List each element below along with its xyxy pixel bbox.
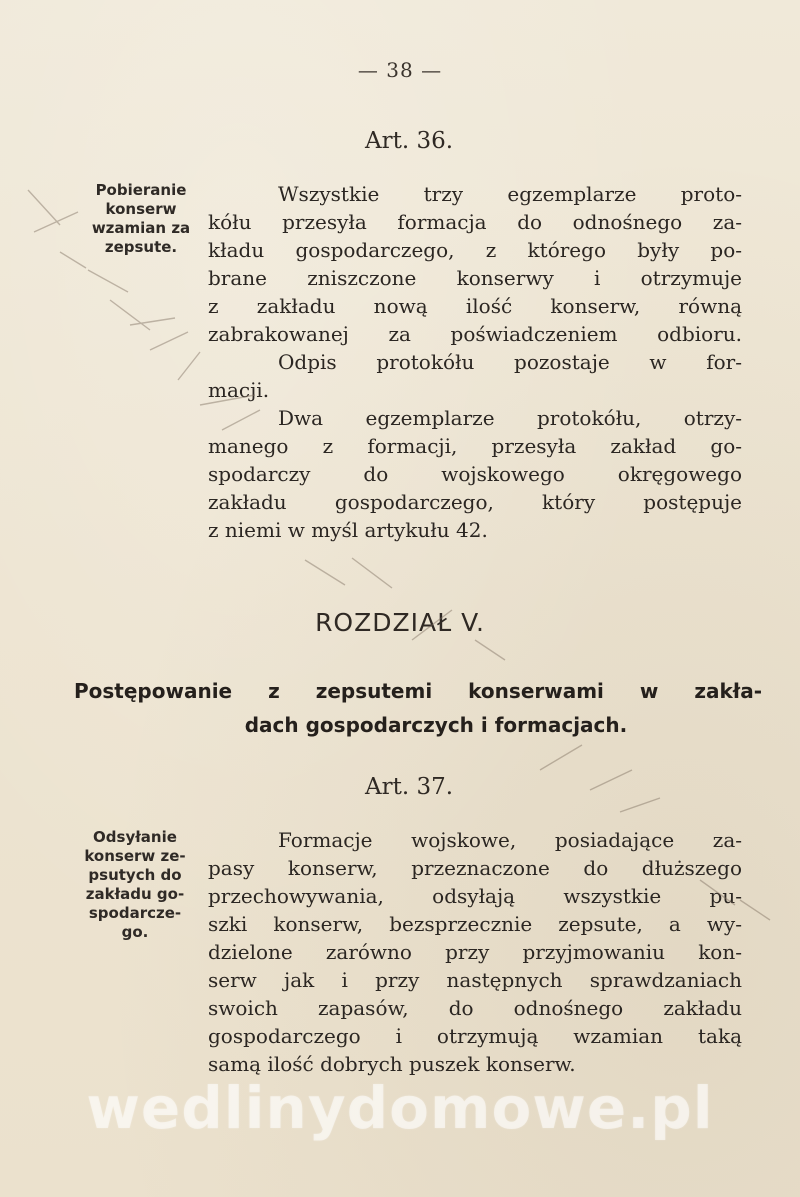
chapter-subtitle-line: dach gospodarczych i formacjach. bbox=[244, 713, 628, 737]
text-line: kładu gospodarczego, z którego były po- bbox=[208, 238, 742, 262]
article-36-margin-note bbox=[86, 181, 196, 257]
text-line: Dwa egzemplarze protokółu, otrzy- bbox=[278, 406, 742, 430]
text-line: zakładu gospodarczego, który postępuje bbox=[208, 490, 742, 514]
margin-note-line: spodarcze- bbox=[88, 904, 182, 922]
text-line: spodarczy do wojskowego okręgowego bbox=[208, 462, 742, 486]
article-36-heading: Art. 36. bbox=[364, 128, 454, 154]
text-line: pasy konserw, przeznaczone do dłuższego bbox=[208, 856, 742, 880]
margin-note-line: zakładu go- bbox=[85, 885, 185, 903]
margin-note-line: Pobieranie bbox=[95, 181, 187, 199]
text-line: serw jak i przy następnych sprawdzaniach bbox=[208, 968, 742, 992]
text-line: Wszystkie trzy egzemplarze proto- bbox=[278, 182, 742, 206]
text-line: przechowywania, odsyłają wszystkie pu- bbox=[208, 884, 742, 908]
text-line: samą ilość dobrych puszek konserw. bbox=[208, 1052, 576, 1076]
text-line: Odpis protokółu pozostaje w for- bbox=[278, 350, 742, 374]
text-line: zabrakowanej za poświadczeniem odbioru. bbox=[208, 322, 742, 346]
text-line: brane zniszczone konserwy i otrzymuje bbox=[208, 266, 742, 290]
chapter-subtitle-line: Postępowanie z zepsutemi konserwami w zakła- bbox=[74, 679, 762, 703]
text-line: gospodarczego i otrzymują wzamian taką bbox=[208, 1024, 742, 1048]
margin-note-line: zepsute. bbox=[104, 238, 178, 256]
page-number: — 38 — bbox=[357, 58, 443, 82]
text-line: dzielone zarówno przy przyjmowaniu kon- bbox=[208, 940, 742, 964]
article-37-body bbox=[208, 826, 742, 1078]
text-line: swoich zapasów, do odnośnego zakładu bbox=[208, 996, 742, 1020]
text-line: kółu przesyła formacja do odnośnego za- bbox=[208, 210, 742, 234]
text-line: macji. bbox=[208, 378, 270, 402]
article-37-heading: Art. 37. bbox=[364, 774, 454, 800]
text-line: Formacje wojskowe, posiadające za- bbox=[278, 828, 742, 852]
chapter-subtitle bbox=[74, 674, 762, 742]
article-36-body bbox=[208, 180, 742, 544]
text-line: z niemi w myśl artykułu 42. bbox=[208, 518, 488, 542]
margin-note-line: konserw ze- bbox=[84, 847, 186, 865]
margin-note-line: Odsyłanie bbox=[93, 828, 177, 846]
margin-note-line: konserw bbox=[105, 200, 177, 218]
text-line: manego z formacji, przesyła zakład go- bbox=[208, 434, 742, 458]
margin-note-line: wzamian za bbox=[91, 219, 191, 237]
article-37-margin-note bbox=[74, 828, 196, 942]
margin-note-line: go. bbox=[121, 923, 149, 941]
watermark-text: wedlinydomowe.pl bbox=[86, 1074, 714, 1142]
chapter-title: ROZDZIAŁ V. bbox=[315, 608, 485, 637]
text-line: z zakładu nową ilość konserw, równą bbox=[208, 294, 742, 318]
margin-note-line: psutych do bbox=[88, 866, 182, 884]
text-line: szki konserw, bezsprzecznie zepsute, a wy- bbox=[208, 912, 742, 936]
